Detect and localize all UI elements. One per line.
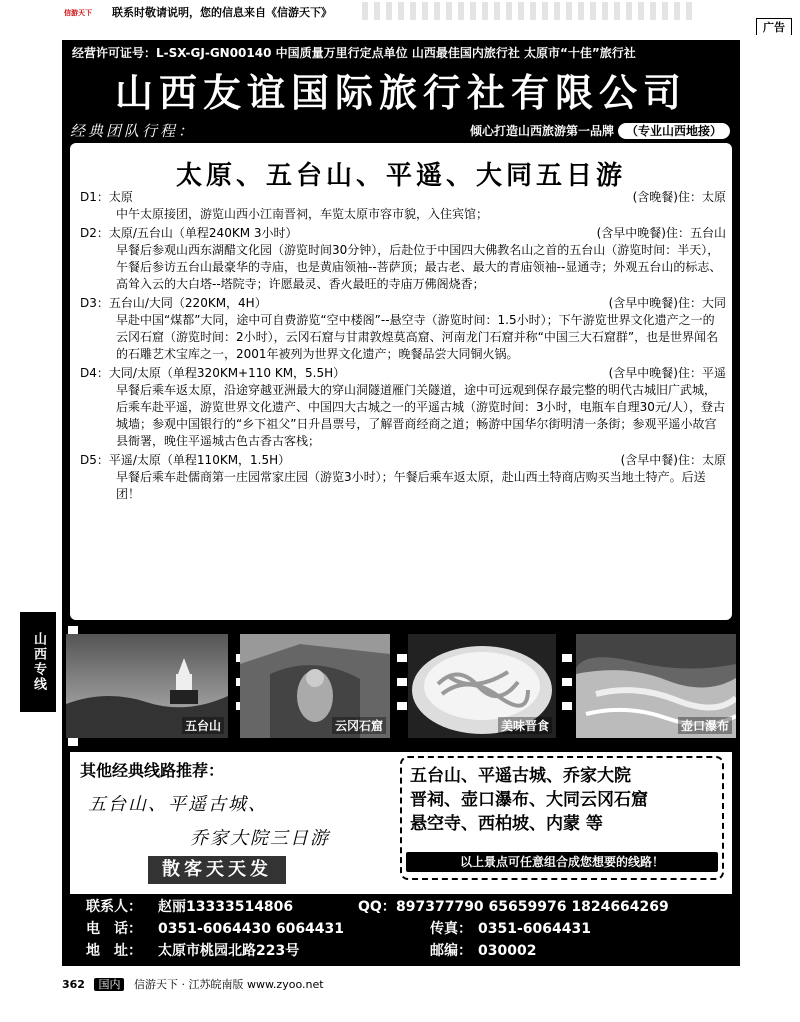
fax-label: 传真： <box>430 921 472 937</box>
sprocket <box>562 678 572 686</box>
contact-label: 联系人： <box>86 899 142 915</box>
publication-info: 信游天下 · 江苏皖南版 www.zyoo.net <box>133 978 324 991</box>
address-value: 太原市桃园北路223号 <box>158 943 300 959</box>
value-item: 追求品质 <box>615 575 680 594</box>
brand-slogan <box>470 122 730 139</box>
sprocket <box>397 678 407 686</box>
value-item: 真心诚意 <box>120 575 185 594</box>
page-number: 362 <box>62 978 85 991</box>
day-label: D5：平遥/太原（单程110KM，1.5H） <box>80 453 291 467</box>
day-body: 中午太原接团，游览山西小江南晋祠，车览太原市容市貌，入住宾馆； <box>116 207 489 221</box>
contact-value: 赵丽13333514806 <box>158 899 294 915</box>
waterfall-photo <box>576 634 736 738</box>
contact-block <box>86 896 726 962</box>
license-line: 经营许可证号：L-SX-GJ-GN00140 中国质量万里行定点单位 山西最佳国内旅行社 太原市“十佳”旅行社 <box>72 46 636 60</box>
slogan-pill: （专业山西地接） <box>618 123 730 139</box>
section-badge: 国内 <box>94 978 124 991</box>
day-body: 早赴中国“煤都”大同，途中可自费游览“空中楼阁”--悬空寺（游览时间：1.5小时）；下午游览世界文化遗产之一的云冈石窟（游览时间：2小时），云冈石窟与甘肃敦煌莫高窟、河南龙门石窟并称“中国三大石窟群”，也是世界闻名的石雕艺术宝库之一，2001年被列为世界文化遗产；晚餐品尝大同铜火锅。 <box>116 313 719 361</box>
publication-logo: 信游天下 <box>64 9 92 17</box>
temple-photo <box>66 634 228 738</box>
other-route-line: 乔家大院三日游 <box>190 828 330 849</box>
phone-value: 0351-6064430 6064431 <box>158 921 345 937</box>
page-footer <box>62 976 324 992</box>
grotto-photo <box>240 634 390 738</box>
sprocket <box>397 702 407 710</box>
attractions-line: 晋祠、壶口瀑布、大同云冈石窟 <box>410 790 648 810</box>
day-item <box>80 295 726 363</box>
side-tab: 山西专线 <box>20 612 56 712</box>
day-meal: (含晚餐)住：太原 <box>632 190 726 204</box>
day-label: D4：大同/太原（单程320KM+110 KM，5.5H） <box>80 366 346 380</box>
itinerary-days <box>80 189 726 505</box>
sprocket <box>562 702 572 710</box>
contact-notice: 联系时敬请说明，您的信息来自《信游天下》 <box>112 6 332 19</box>
slogan-text: 倾心打造山西旅游第一品牌 <box>469 124 614 138</box>
day-label: D3：五台山/大同（220KM，4H） <box>80 296 267 310</box>
discount-banner: 门票折扣全部让利组团社，您的信任是我们最大的支持！ <box>151 544 651 568</box>
attractions-line: 五台山、平遥古城、乔家大院 <box>410 766 631 786</box>
day-body: 早餐后乘车赴儒商第一庄园常家庄园（游览3小时）；午餐后乘车返太原，赴山西土特商店购买当地土特产。后送团！ <box>116 470 706 501</box>
top-bar <box>0 0 800 40</box>
ad-label: 广告 <box>756 18 792 35</box>
service-values <box>120 572 680 595</box>
other-routes-heading: 其他经典线路推荐： <box>80 761 225 780</box>
day-item <box>80 452 726 503</box>
day-meal: (含早中餐)住：太原 <box>620 453 726 467</box>
day-body: 早餐后参观山西东湖醋文化园（游览时间30分钟），后赴位于中国四大佛教名山之首的五台山（游览时间：半天），午餐后参访五台山最豪华的寺庙，也是黄庙领袖--菩萨顶；最古老、最大的青庙领袖--显通寺；外观五台山的标志、高耸入云的大白塔--塔院寺；许愿最灵、香火最旺的寺庙万佛阁烧香； <box>116 243 722 291</box>
photo-caption: 云冈石窟 <box>332 717 386 734</box>
noodles-photo <box>408 634 556 738</box>
photo-caption: 五台山 <box>182 717 224 734</box>
qq-value: 897377790 65659976 1824664269 <box>396 899 669 915</box>
address-label: 地 址： <box>86 943 142 959</box>
decorative-stripes <box>362 2 692 20</box>
attractions-box <box>400 756 724 880</box>
routes-welcome: 多条线路供您选择，可根据您的要求提供最合适的旅游线路，欢迎来电！ <box>208 606 593 620</box>
photo-filmstrip <box>62 624 740 748</box>
day-item <box>80 365 726 450</box>
sprocket <box>562 654 572 662</box>
company-name: 山西友谊国际旅行社有限公司 <box>114 70 687 115</box>
itinerary-title: 太原、五台山、平遥、大同五日游 <box>175 161 626 191</box>
other-routes <box>70 752 732 894</box>
side-tab-area <box>0 612 60 712</box>
day-meal: (含早中晚餐)住：平遥 <box>608 366 726 380</box>
day-meal: (含早中晚餐)住：五台山 <box>596 226 726 240</box>
daily-departure-badge: 散客天天发 <box>148 856 286 884</box>
attractions-line: 悬空寺、西柏坡、内蒙 等 <box>410 814 603 834</box>
phone-label: 电 话： <box>86 921 142 937</box>
day-label: D2：太原/五台山（单程240KM 3小时） <box>80 226 298 240</box>
day-item <box>80 225 726 293</box>
qq-label: QQ： <box>358 899 396 915</box>
photo-caption: 壶口瀑布 <box>678 717 732 734</box>
sprocket <box>68 738 78 746</box>
value-item: 尽职尽责 <box>285 575 350 594</box>
fax-value: 0351-6064431 <box>478 921 591 937</box>
sprocket <box>397 654 407 662</box>
day-meal: (含早中晚餐)住：大同 <box>608 296 726 310</box>
day-item <box>80 189 726 223</box>
day-body: 早餐后乘车返太原，沿途穿越亚洲最大的穿山洞隧道雁门关隧道，途中可远观到保存最完整的明代古城旧广武城，后乘车赴平遥，游览世界文化遗产、中国四大古城之一的平遥古城（游览时间：3小时，电瓶车自理30元/人），登古城墙；参观中国银行的“乡下祖父”日升昌票号，了解晋商经商之道；畅游中国华尔街明清一条街；参观平遥小故宫县衙署，晚住平遥城古色古香古客栈； <box>116 383 725 448</box>
attractions-summary: 以上景点可任意组合成您想要的线路！ <box>406 852 718 872</box>
photo-caption: 美味晋食 <box>498 717 552 734</box>
classic-itinerary-label: 经典团队行程： <box>70 122 197 140</box>
zip-value: 030002 <box>478 943 537 959</box>
sprocket <box>68 626 78 634</box>
day-label: D1：太原 <box>80 190 133 204</box>
other-route-line: 五台山、平遥古城、 <box>88 794 268 815</box>
zip-label: 邮编： <box>430 943 472 959</box>
value-item: 服务同行 <box>450 575 515 594</box>
